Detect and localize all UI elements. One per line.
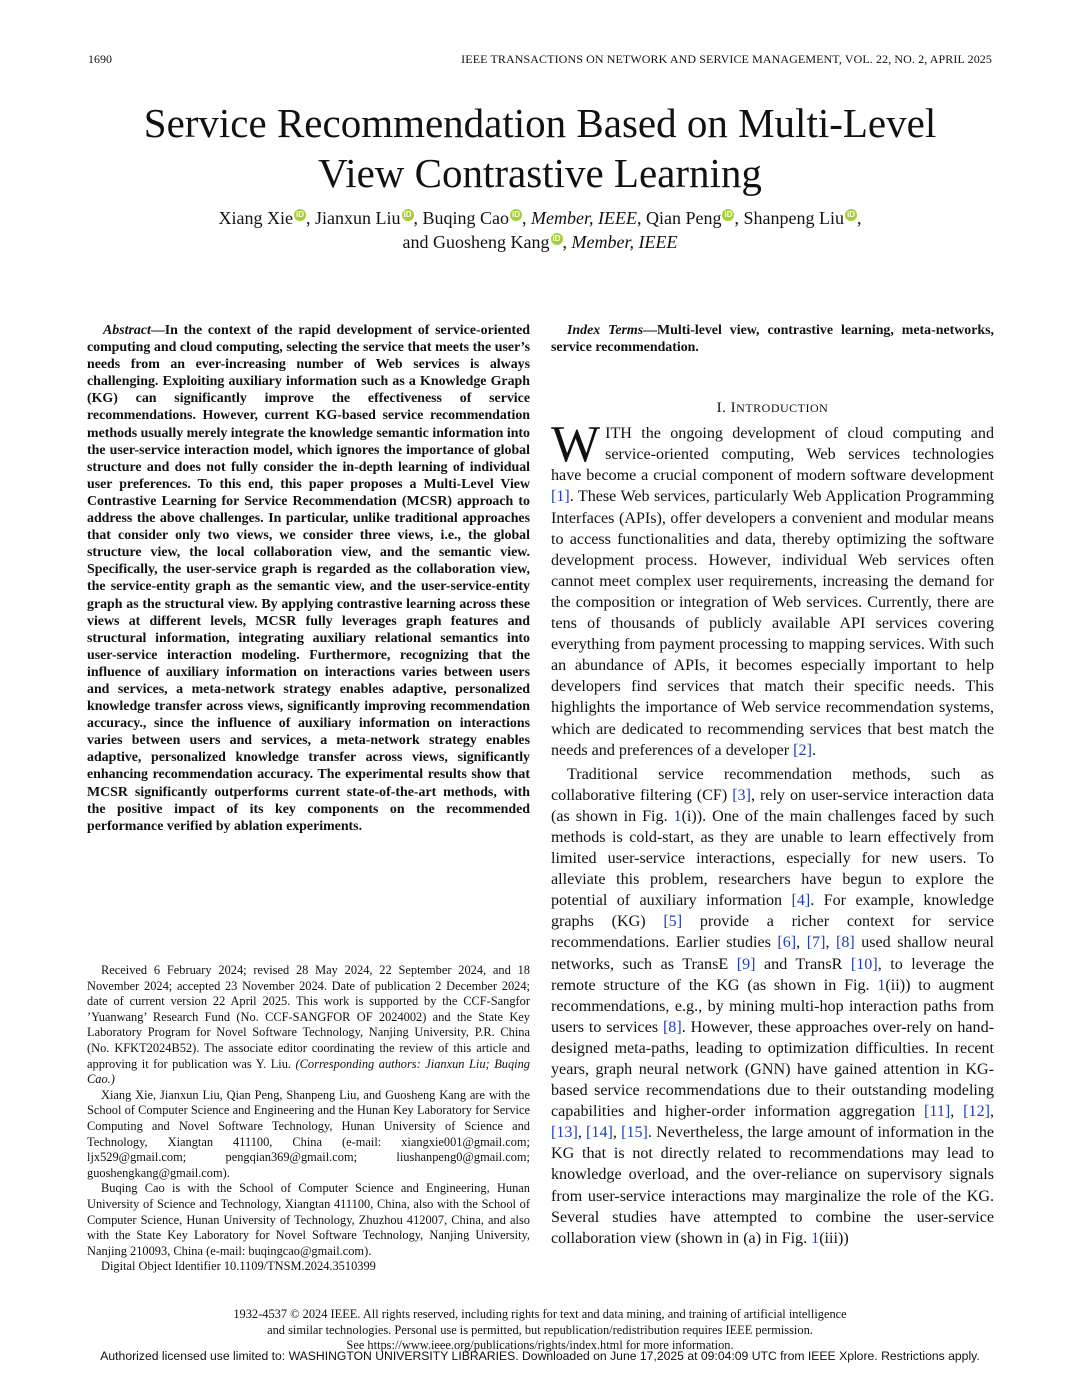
text-run: , bbox=[989, 1103, 995, 1121]
citation-link[interactable]: [13] bbox=[551, 1124, 578, 1142]
author-name: Guosheng Kang bbox=[433, 232, 550, 252]
paper-title bbox=[0, 98, 1080, 198]
author-name: Jianxun Liu bbox=[315, 208, 401, 228]
text-run: , rely on user-service interaction data (as shown in Fig. bbox=[551, 786, 995, 825]
citation-link[interactable]: [8] bbox=[835, 934, 855, 952]
text-run: , bbox=[825, 934, 836, 952]
figure-link[interactable]: 1 bbox=[673, 807, 682, 825]
copyright-line: and similar technologies. Personal use is permitted, but republication/redistribution requires IEEE permission. bbox=[267, 1322, 813, 1337]
copyright-line: 1932-4537 © 2024 IEEE. All rights reserved, including rights for text and data mining, and training of artificial intelligence bbox=[233, 1307, 847, 1321]
citation-link[interactable]: [8] bbox=[662, 1018, 682, 1036]
index-terms-text: —Multi-level view, contrastive learning, meta-networks, service recommendation. bbox=[551, 323, 994, 356]
text-run: , to leverage the remote structure of the KG (as shown in Fig. bbox=[551, 955, 995, 994]
abstract-text: —In the context of the rapid development of service-oriented computing and cloud computing, selecting the service that meets the user’s needs from an ever-increasing number of Web services is always challenging. Exploiting auxiliary information such as a Knowledge Graph (KG) can significantly improve the effectiveness of service recommendations. However, current KG-based service recommendation methods usually merely integrate the knowledge semantic information into the user-service interaction model, which ignores the importance of global structure and does not fully consider the in-depth learning of individual user preferences. To this end, this paper proposes a Multi-Level View Contrastive Learning for Service Recommendation (MCSR) approach to address the above challenges. In particular, unlike traditional approaches that consider only two views, we consider three views, i.e., the global structure view, the local collaboration view, and the semantic view. Specifically, the user-service graph is regarded as the collaboration view, the service-entity graph as the semantic view, and the user-service-entity graph as the structural view. By applying contrastive learning across these views at different levels, MCSR fully leverages graph features and structural information, integrating auxiliary relational semantics into user-service interaction modeling. Furthermore, recognizing that the influence of auxiliary information on interactions varies between users and services, a meta-network strategy enables adaptive, personalized knowledge transfer across views, significantly improving recommendation accuracy., since the influence of auxiliary information on interactions varies between users and services, a meta-network strategy enables adaptive, personalized knowledge transfer across views, significantly enhancing recommendation accuracy. The experimental results show that MCSR significantly outperforms current state-of-the-art methods, with the positive impact of its key components on the recommended performance verified by ablation experiments. bbox=[87, 323, 530, 834]
text-run: . bbox=[811, 741, 816, 759]
copyright-notice bbox=[0, 1307, 1080, 1354]
author-list: Xiang Xie iD , Jianxun Liu iD , Buqing Cao iD , Member, IEEE, Qian Peng iD , Shanpeng Liu iD , and Guosheng Kang iD , Member, IEEE bbox=[218, 208, 862, 252]
footnote-affiliation: Buqing Cao is with the School of Computer Science and Engineering, Hunan University of Science and Technology, Xiangtan 411100, China, also with the School of Computer Science, Hunan University of Technology, Zhuzhou 412007, China, and also with the State Key Laboratory for Novel Software Technology, Nanjing University, Nanjing 210093, China (e-mail: buqingcao@gmail.com). bbox=[87, 1181, 530, 1258]
citation-link[interactable]: [9] bbox=[736, 955, 756, 973]
text-run: , bbox=[796, 934, 807, 952]
page-number: 1690 bbox=[88, 52, 112, 66]
citation-link[interactable]: [12] bbox=[963, 1103, 990, 1121]
doi: Digital Object Identifier 10.1109/TNSM.2024.3510399 bbox=[101, 1259, 376, 1274]
section-number: I. bbox=[716, 400, 731, 417]
text-run: (i)). One of the main challenges faced by such methods is cold-start, as they are unable to learn effectively from limited user-service interactions, especially for new users. To alleviate this problem, researchers have begun to explore the potential of auxiliary information bbox=[551, 807, 994, 910]
footnote-affiliation: Xiang Xie, Jianxun Liu, Qian Peng, Shanpeng Liu, and Guosheng Kang are with the School of Computer Science and Engineering and the Hunan Key Laboratory for Service Computing and Novel Software Technology, Hunan University of Science and Technology, Xiangtan 411100, China (e-mail: xiangxie001@gmail.com; ljx529@gmail.com; pengqian369@gmail.com; liushanpeng0@gmail.com; guoshengkang@gmail.com). bbox=[87, 1087, 530, 1180]
title-line-1: Service Recommendation Based on Multi-Level bbox=[143, 100, 937, 146]
citation-link[interactable]: [10] bbox=[850, 955, 878, 973]
author-name: Qian Peng bbox=[645, 208, 722, 228]
footnote-dates bbox=[87, 963, 530, 1088]
drop-cap: W bbox=[551, 416, 601, 474]
rights-link[interactable]: See https://www.ieee.org/publications/rights/index.html for more information. bbox=[346, 1338, 734, 1353]
citation-link[interactable]: [14] bbox=[586, 1124, 613, 1142]
citation-link[interactable]: [11] bbox=[924, 1103, 951, 1121]
author-name: Shanpeng Liu bbox=[743, 208, 844, 228]
title-line-2: View Contrastive Learning bbox=[318, 150, 762, 196]
citation-link[interactable]: [5] bbox=[663, 913, 683, 931]
text-run: . For example, knowledge graphs (KG) bbox=[551, 892, 994, 931]
citation-link[interactable]: [2] bbox=[793, 741, 812, 759]
first-page-footnote bbox=[87, 963, 530, 1275]
footnote-text: Received 6 February 2024; revised 28 May 2024, 22 September 2024, and 18 November 2024; accepted 23 November 2024. Date of publication 2 December 2024; date of current version 22 April 2025. This work is supported by the CCF-Sangfor ’Yuanwang’ Research Fund (No. CCF-SANGFOR OF 2024002) and the State Key Laboratory Program for Novel Software Technology, Nanjing University, P.R. China (No. KFKT2024B52). The associate editor coordinating the review of this article and approving it for publication was Y. Liu. bbox=[87, 963, 530, 1071]
running-header: IEEE TRANSACTIONS ON NETWORK AND SERVICE MANAGEMENT, VOL. 22, NO. 2, APRIL 2025 bbox=[461, 52, 992, 66]
section-title-initial: I bbox=[730, 400, 737, 417]
section-title-rest: NTRODUCTION bbox=[736, 401, 829, 416]
abstract-label: Abstract bbox=[103, 323, 151, 338]
text-run: , bbox=[577, 1124, 587, 1142]
text-run: ITH the ongoing development of cloud computing and service-oriented computing, Web services technologies have become a crucial component of modern software development bbox=[551, 425, 994, 485]
text-run: and TransR bbox=[755, 955, 851, 973]
text-run: (ii)) to augment recommendations, e.g., by mining multi-hop interaction paths from users to services bbox=[551, 976, 994, 1036]
orcid-icon[interactable]: iD bbox=[296, 210, 304, 219]
text-run: Traditional service recommendation methods, such as collaborative filtering (CF) bbox=[551, 765, 994, 804]
orcid-icon[interactable]: iD bbox=[512, 210, 521, 219]
orcid-icon[interactable]: iD bbox=[403, 210, 412, 219]
author-name: Xiang Xie bbox=[218, 208, 293, 228]
text-run: (iii)) bbox=[819, 1229, 849, 1247]
text-run: . These Web services, particularly Web Application Programming Interfaces (APIs), offer developers a convenient and modular means to access functionalities and data, thereby optimizing the software development process. However, individual Web services often cannot meet complex user requirements, increasing the demand for the composition or integration of Web services. Currently, there are tens of thousands of publicly available API services covering everything from payment processing to mapping services. With such an abundance of APIs, it becomes especially important to help developers find services that match their specific needs. This highlights the importance of Web service recommendation systems, which are dedicated to recommending services that best match the needs and preferences of a developer bbox=[551, 488, 994, 759]
text-run: . However, these approaches over-rely on hand-designed meta-paths, leading to optimization difficulties. In recent years, graph neural network (GNN) have gained attention in KG-based service recommendations due to their outstanding modeling capabilities and higher-order information aggregation bbox=[551, 1018, 994, 1121]
right-column bbox=[551, 322, 994, 1249]
paragraph bbox=[551, 764, 994, 1249]
orcid-icon[interactable]: iD bbox=[846, 210, 855, 219]
author-role: Member, IEEE bbox=[571, 232, 678, 252]
license-banner: Authorized licensed use limited to: WASHINGTON UNIVERSITY LIBRARIES. Downloaded on June 17,2025 at 09:04:09 UTC from IEEE Xplore. Restrictions apply. bbox=[100, 1349, 980, 1363]
citation-link[interactable]: [7] bbox=[806, 934, 826, 952]
introduction-text bbox=[551, 416, 995, 1249]
index-terms-label: Index Terms bbox=[567, 323, 644, 338]
orcid-icon[interactable]: iD bbox=[724, 210, 733, 219]
author-role: Member, IEEE bbox=[531, 208, 637, 228]
citation-link[interactable]: [15] bbox=[621, 1124, 648, 1142]
orcid-icon[interactable]: iD bbox=[552, 234, 561, 243]
text-run: . Nevertheless, the large amount of information in the KG that is not directly related to recommendations may lead to knowledge overload, and the over-reliance on supervisory signals from user-service interactions may marginalize the role of the KG. Several studies have attempted to combine the user-service collaboration view (shown in (a) in Fig. bbox=[551, 1124, 995, 1247]
abstract bbox=[87, 322, 530, 835]
author-name: Buqing Cao bbox=[422, 208, 510, 228]
citation-link[interactable]: [3] bbox=[732, 786, 751, 804]
index-terms bbox=[551, 322, 994, 356]
text-run: provide a richer context for service recommendations. Earlier studies bbox=[551, 913, 994, 952]
citation-link[interactable]: [1] bbox=[551, 488, 570, 506]
figure-link[interactable]: 1 bbox=[877, 976, 886, 994]
text-run: used shallow neural networks, such as TransE bbox=[551, 934, 994, 973]
text-run: , bbox=[950, 1103, 964, 1121]
section-heading bbox=[551, 400, 994, 417]
paragraph bbox=[551, 416, 994, 761]
citation-link[interactable]: [4] bbox=[791, 892, 811, 910]
author-conjunction: and bbox=[402, 232, 429, 252]
corresponding-authors: (Corresponding authors: Jianxun Liu; Buqing Cao.) bbox=[87, 1056, 530, 1087]
text-run: , bbox=[612, 1124, 622, 1142]
figure-link[interactable]: 1 bbox=[811, 1229, 820, 1247]
citation-link[interactable]: [6] bbox=[777, 934, 797, 952]
left-column bbox=[87, 322, 530, 835]
